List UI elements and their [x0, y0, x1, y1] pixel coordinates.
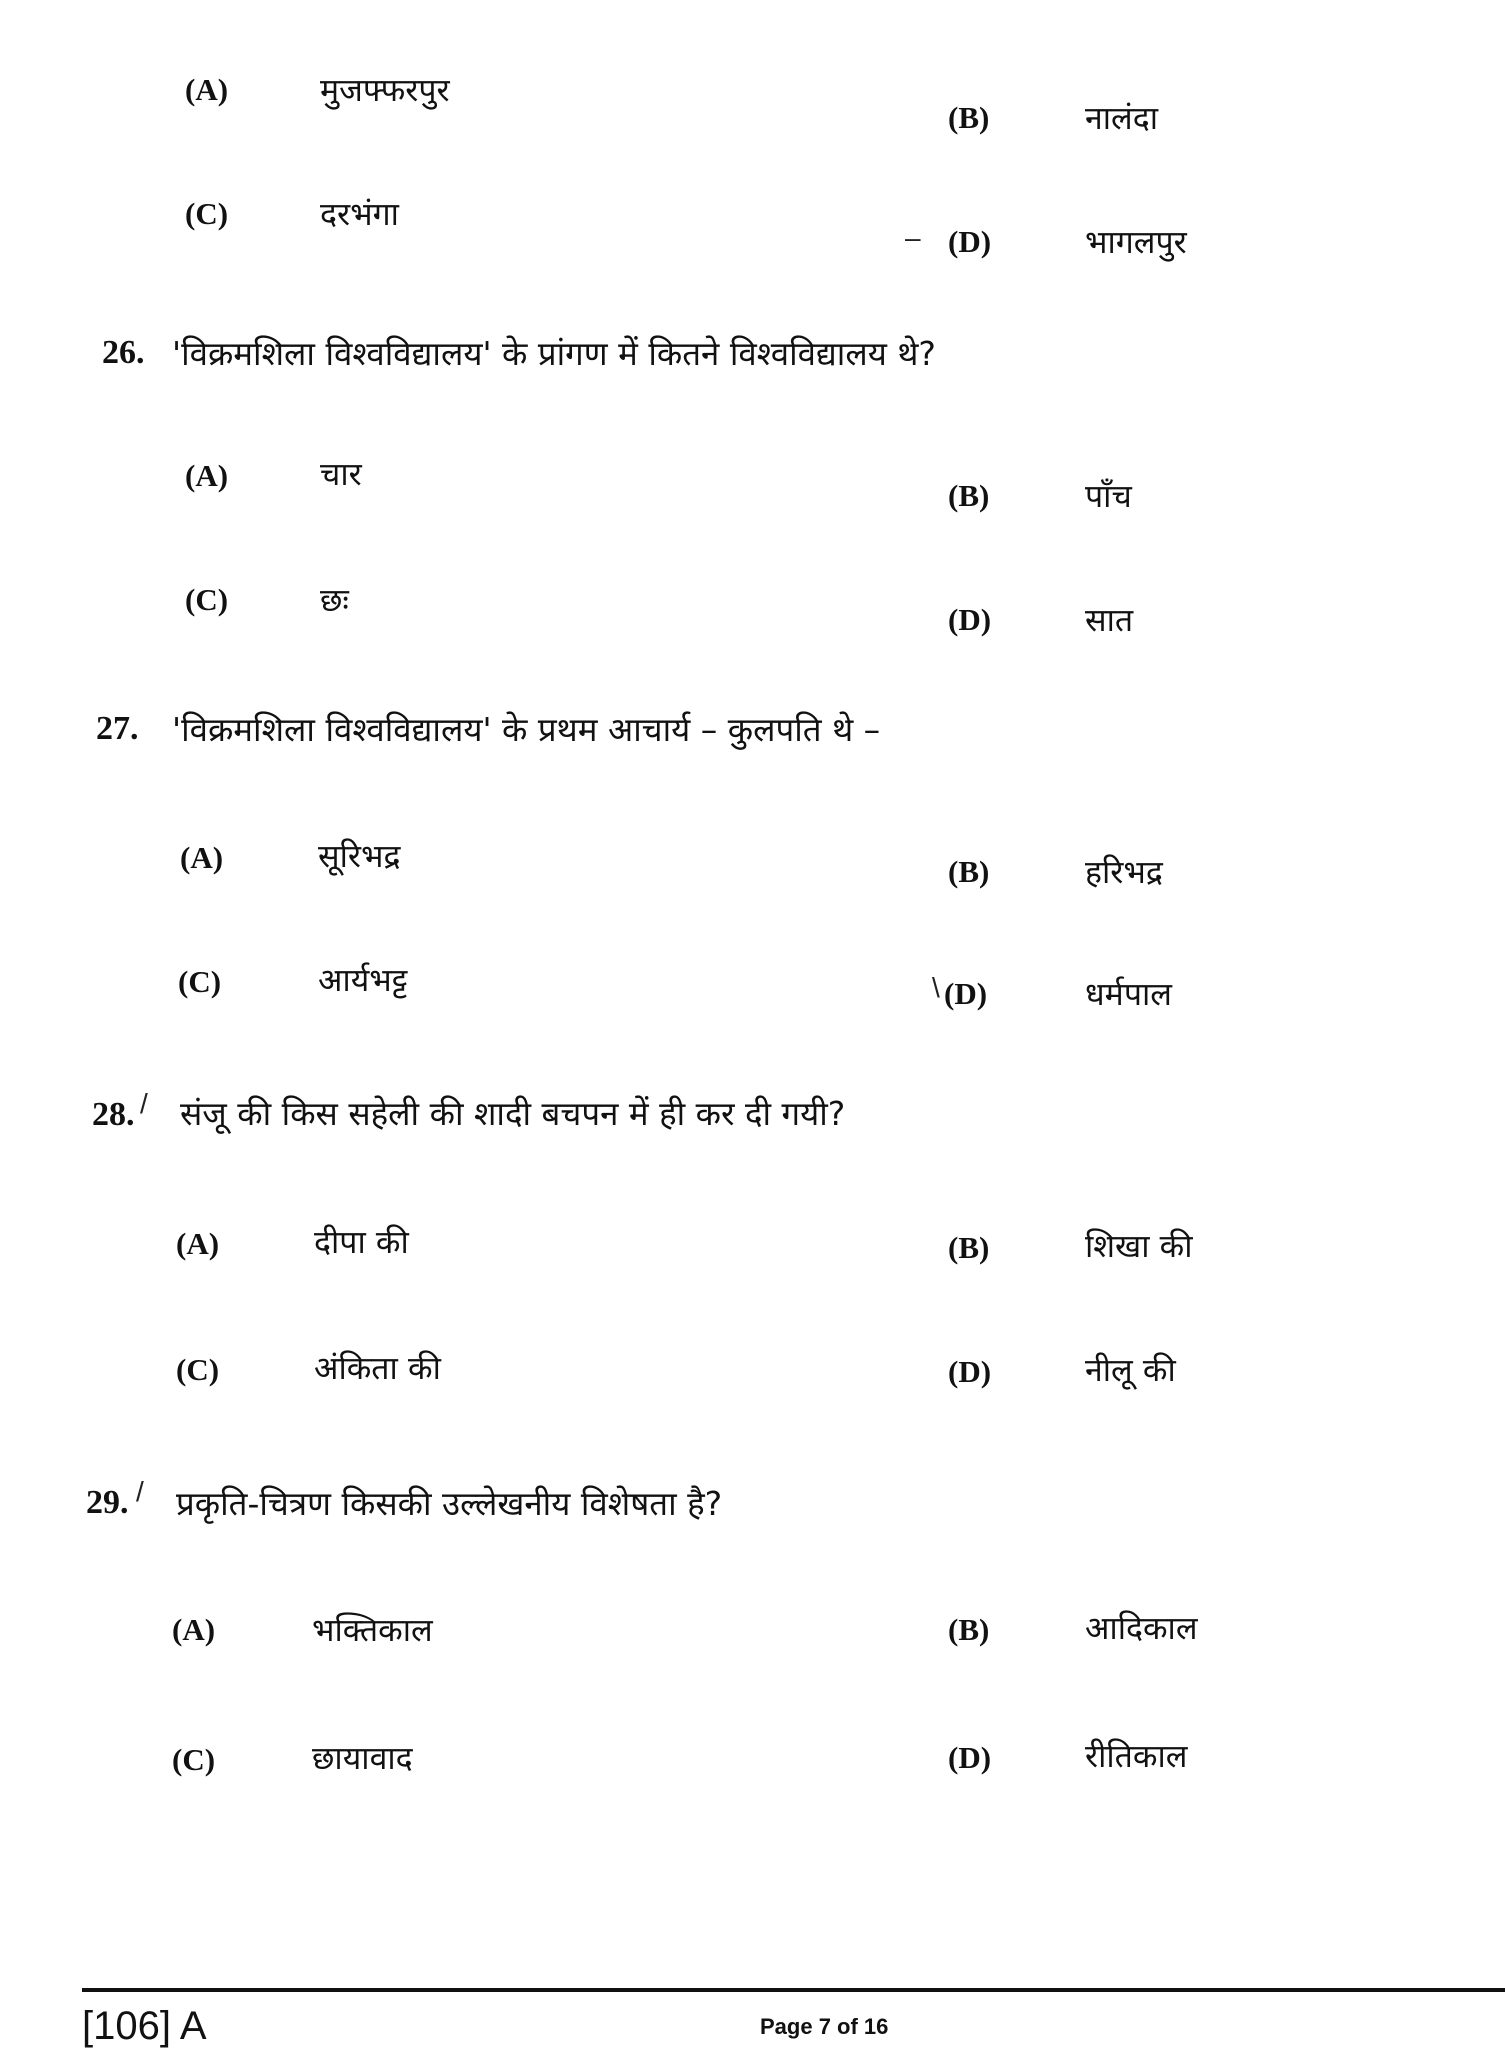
pen-tick-mark: \ [932, 972, 940, 1003]
option-label: (C) [185, 582, 229, 617]
option-text: शिखा की [1085, 1227, 1193, 1265]
option-label: (B) [948, 1230, 990, 1265]
option-text: छायावाद [312, 1739, 413, 1777]
option-label: (C) [172, 1742, 216, 1777]
option-label: (B) [948, 854, 990, 889]
option-text: रीतिकाल [1085, 1737, 1188, 1775]
option-text: भक्तिकाल [312, 1611, 433, 1649]
option-label: (D) [948, 1740, 992, 1775]
option-text: नीलू की [1085, 1351, 1176, 1389]
option-text: दीपा की [314, 1223, 409, 1261]
option-text: आर्यभट्ट [318, 961, 408, 999]
question-text: संजू की किस सहेली की शादी बचपन में ही कर दी गयी? [180, 1094, 846, 1133]
option-text: अंकिता की [314, 1349, 441, 1387]
footer-rule [82, 1988, 1505, 1992]
option-label: (D) [948, 224, 992, 259]
question-text: 'विक्रमशिला विश्वविद्यालय' के प्रथम आचार्य – कुलपति थे – [172, 710, 881, 749]
option-text: भागलपुर [1085, 223, 1187, 261]
question-number: 26. [102, 334, 145, 371]
option-label: (A) [185, 72, 229, 107]
page-number: Page 7 of 16 [760, 2014, 889, 2039]
option-label: (C) [185, 196, 229, 231]
option-label: (A) [180, 840, 224, 875]
option-label: (A) [185, 458, 229, 493]
option-text: सूरिभद्र [318, 837, 401, 875]
option-label: (D) [948, 1354, 992, 1389]
question-text: 'विक्रमशिला विश्वविद्यालय' के प्रांगण में कितने विश्वविद्यालय थे? [172, 334, 936, 373]
option-label: (C) [178, 964, 222, 999]
option-label: (B) [948, 478, 990, 513]
option-text: चार [320, 455, 362, 493]
question-number: 29. [86, 1484, 129, 1521]
pen-tick-mark: / [140, 1088, 148, 1119]
option-label: (B) [948, 1612, 990, 1647]
option-text: दरभंगा [320, 195, 399, 233]
option-text: हरिभद्र [1085, 853, 1163, 891]
paper-code: [106] A [82, 2004, 207, 2048]
option-text: नालंदा [1085, 99, 1159, 137]
option-label: (D) [948, 602, 992, 637]
option-text: धर्मपाल [1085, 975, 1172, 1013]
option-text: मुजफ्फरपुर [320, 71, 450, 109]
pen-tick-mark: – [905, 222, 921, 253]
option-label: (A) [176, 1226, 220, 1261]
option-text: पाँच [1085, 477, 1132, 515]
question-number: 28. [92, 1096, 135, 1133]
pen-tick-mark: / [136, 1476, 144, 1507]
option-label: (B) [948, 100, 990, 135]
option-text: आदिकाल [1085, 1609, 1198, 1647]
option-text: सात [1085, 601, 1134, 639]
question-number: 27. [96, 710, 139, 747]
option-text: छः [320, 581, 349, 619]
option-label: (A) [172, 1612, 216, 1647]
option-label: (D) [944, 976, 988, 1011]
option-label: (C) [176, 1352, 220, 1387]
question-text: प्रकृति-चित्रण किसकी उल्लेखनीय विशेषता है? [176, 1484, 723, 1523]
